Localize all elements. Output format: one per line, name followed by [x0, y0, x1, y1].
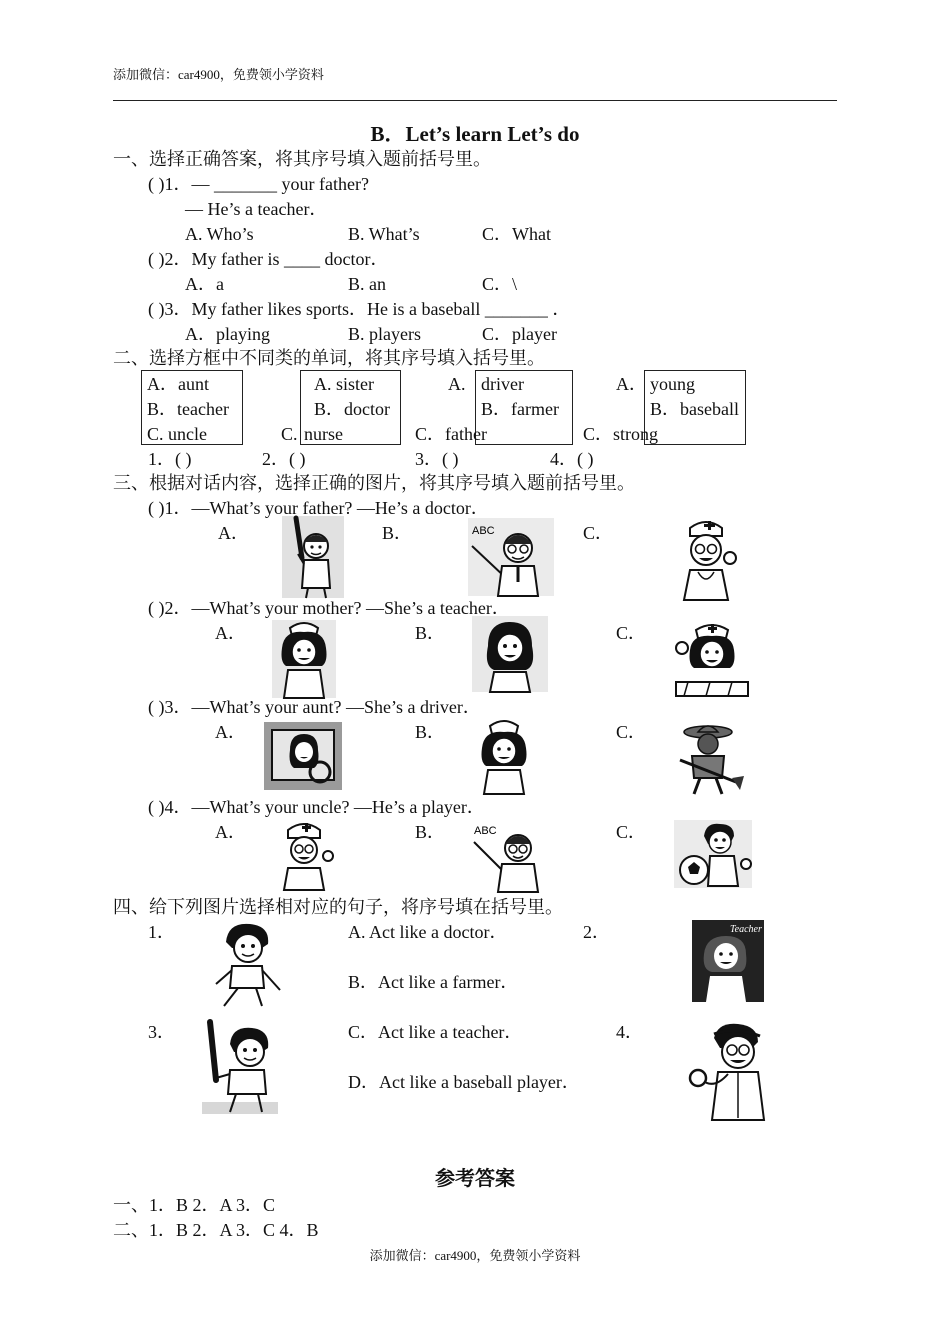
farmer-picture [670, 720, 746, 796]
soccer-player-picture [672, 818, 754, 890]
s2-answer-4: 4．( ) [550, 449, 594, 469]
s2-answer-3: 3．( ) [415, 449, 459, 469]
s4-sentence-b: B．Act like a farmer． [348, 972, 519, 992]
s1-q1-reply: — He’s a teacher． [185, 199, 328, 219]
abc-board-text-2: ABC [474, 825, 497, 837]
box1-word-c: C. uncle [147, 424, 207, 444]
s1-q1-option-a: A. Who’s [185, 224, 254, 244]
s4-number-2: 2． [583, 922, 610, 942]
s4-sentence-a: A. Act like a doctor． [348, 922, 508, 942]
boy-pointing-picture [206, 918, 286, 1010]
section4-heading: 四、给下列图片选择相对应的句子，将序号填在括号里。 [113, 897, 563, 917]
s3-q4-label-a: A． [215, 822, 246, 842]
box3-word-a: driver [481, 374, 524, 394]
teacher-woman-picture [470, 614, 550, 694]
teacher-man-picture [466, 516, 556, 598]
s1-q2-option-a: A．a [185, 274, 224, 294]
box2-word-b: B．doctor [314, 399, 390, 419]
s1-q1-stem: ( )1．— _______ your father? [148, 174, 369, 194]
box3-word-c: C．father [415, 424, 487, 444]
s1-q3-option-c: C．player [482, 324, 557, 344]
section2-heading: 二、选择方框中不同类的单词，将其序号填入括号里。 [113, 348, 545, 368]
s1-q3-option-a: A．playing [185, 324, 270, 344]
s1-q3-option-b: B. players [348, 324, 421, 344]
page-header: 添加微信：car4900，免费领小学资料 [113, 67, 324, 82]
page-footer: 添加微信：car4900，免费领小学资料 [369, 1248, 581, 1263]
s4-sentence-c: C．Act like a teacher． [348, 1022, 523, 1042]
s3-q2-label-c: C． [616, 623, 647, 643]
section3-heading: 三、根据对话内容，选择正确的图片，将其序号填入题前括号里。 [113, 473, 635, 493]
s1-q2-stem: ( )2．My father is ____ doctor． [148, 249, 389, 269]
s3-q4-label-b: B． [415, 822, 446, 842]
s3-q4-stem: ( )4．—What’s your uncle? —He’s a player． [148, 797, 485, 817]
s2-answer-1: 1．( ) [148, 449, 192, 469]
section1-heading: 一、选择正确答案，将其序号填入题前括号里。 [113, 149, 491, 169]
abc-board-text: ABC [472, 525, 495, 537]
page-title: B．Let’s learn Let’s do [370, 122, 580, 146]
s3-q4-label-c: C． [616, 822, 647, 842]
s4-number-1: 1． [148, 922, 175, 942]
box3-word-b: B．farmer [481, 399, 559, 419]
box4-word-c: C．strong [583, 424, 659, 444]
teacher-board-text: Teacher [730, 924, 762, 935]
box1-word-b: B．teacher [147, 399, 229, 419]
answers-line-2: 二、1．B 2．A 3．C 4．B [113, 1220, 319, 1240]
box2-word-c: nurse [304, 424, 343, 444]
answers-line-1: 一、1．B 2．A 3．C [113, 1195, 276, 1215]
s1-q2-option-c: C．\ [482, 274, 518, 294]
s3-q3-label-b: B． [415, 722, 446, 742]
s3-q2-label-b: B． [415, 623, 446, 643]
teacher-man-2-picture [466, 818, 556, 894]
s3-q1-label-c: C． [583, 523, 614, 543]
boy-with-bat-picture [200, 1018, 280, 1116]
s3-q2-stem: ( )2．—What’s your mother? —She’s a teacher． [148, 598, 510, 618]
doctor-man-picture [672, 516, 742, 602]
s3-q3-label-a: A． [215, 722, 246, 742]
box2-label-c: C. [281, 424, 298, 444]
box4-label-a: A． [616, 374, 647, 394]
box1-word-a: A．aunt [147, 374, 209, 394]
teacher-at-board-picture [690, 918, 766, 1004]
s3-q3-label-c: C． [616, 722, 647, 742]
s2-answer-2: 2．( ) [262, 449, 306, 469]
s1-q3-stem: ( )3．My father likes sports．He is a baseball _______ ． [148, 299, 571, 319]
header-rule [113, 100, 837, 101]
box4-word-b: B．baseball [650, 399, 739, 419]
answers-title: 参考答案 [435, 1168, 515, 1190]
box3-label-a: A. [448, 374, 466, 394]
box2-word-a: A. sister [314, 374, 374, 394]
s1-q2-option-b: B. an [348, 274, 386, 294]
s3-q1-label-b: B． [382, 523, 413, 543]
baseball-player-picture [280, 514, 346, 600]
s3-q1-stem: ( )1．—What’s your father? —He’s a doctor． [148, 498, 489, 518]
doctor-man-2-picture [272, 818, 340, 892]
s4-number-3: 3． [148, 1022, 175, 1042]
s4-sentence-d: D．Act like a baseball player． [348, 1072, 580, 1092]
driver-woman-picture [262, 720, 344, 792]
doctor-with-stethoscope-picture [684, 1020, 778, 1124]
nurse-with-board-picture [670, 618, 752, 700]
nurse-woman-2-picture [468, 716, 542, 796]
s3-q1-label-a: A． [218, 523, 249, 543]
box4-word-a: young [650, 374, 695, 394]
nurse-woman-picture [268, 618, 340, 700]
s3-q2-label-a: A． [215, 623, 246, 643]
s1-q1-option-b: B. What’s [348, 224, 420, 244]
s3-q3-stem: ( )3．—What’s your aunt? —She’s a driver． [148, 697, 481, 717]
s1-q1-option-c: C．What [482, 224, 551, 244]
s4-number-4: 4． [616, 1022, 643, 1042]
